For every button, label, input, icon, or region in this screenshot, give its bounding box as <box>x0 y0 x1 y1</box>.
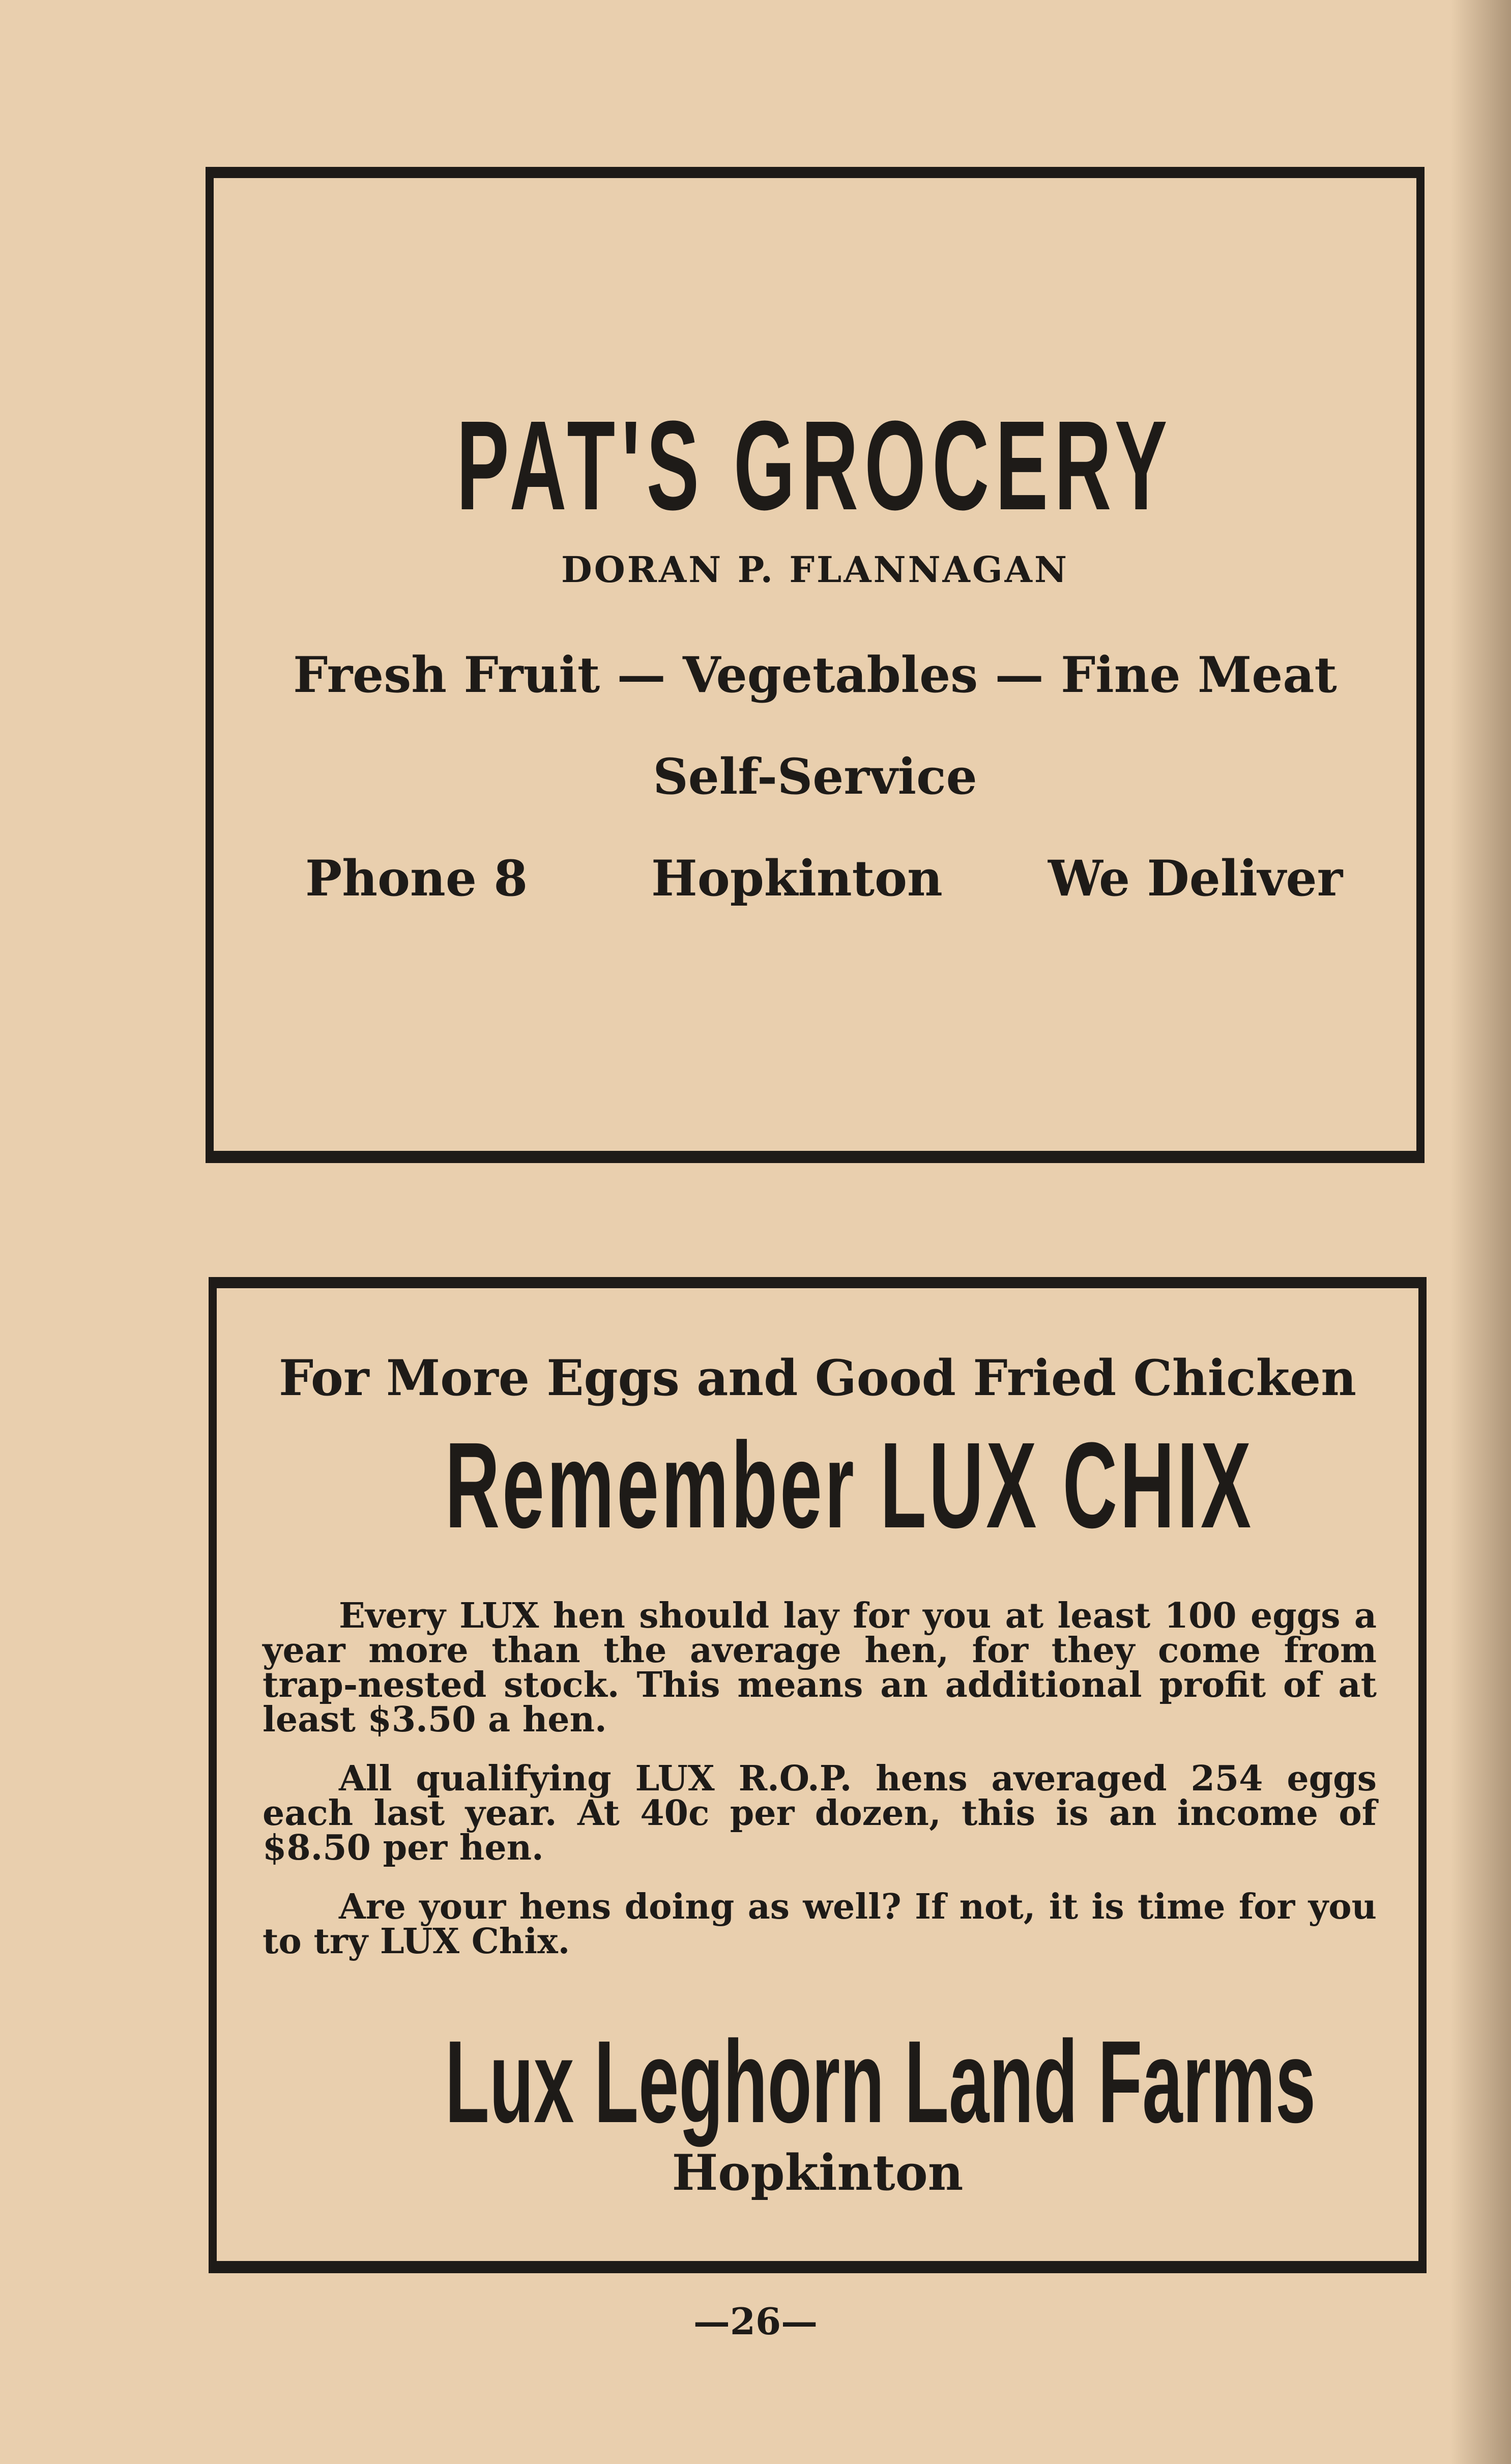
phone-number: Phone 8 <box>305 850 528 907</box>
lux-chix-ad <box>209 1277 1427 2273</box>
farm-town: Hopkinton <box>672 2144 964 2201</box>
page-number: —26— <box>693 2300 818 2343</box>
pats-grocery-ad <box>206 167 1425 1163</box>
farm-name: Lux Leghorn Land Farms <box>445 2016 1316 2147</box>
ad-paragraph: Are your hens doing as well? If not, it is time for you to try LUX Chix. <box>263 1887 1377 1962</box>
ad-paragraph: All qualifying LUX R.O.P. hens averaged 254 eggs each last year. At 40c per dozen, this is an income of $8.50 per hen. <box>263 1758 1377 1868</box>
store-town: Hopkinton <box>651 850 943 907</box>
service-line: Self-Service <box>653 748 977 805</box>
ad-hook-line: For More Eggs and Good Fried Chicken <box>279 1349 1356 1407</box>
delivery-note: We Deliver <box>1048 850 1343 907</box>
ad-paragraph: Every LUX hen should lay for you at least 100 eggs a year more than the average hen, for they come from trap-nested stock. This means an additional profit of at least $3.50 a hen. <box>263 1596 1377 1740</box>
owner-name: DORAN P. FLANNAGAN <box>561 548 1069 591</box>
products-line: Fresh Fruit — Vegetables — Fine Meat <box>293 646 1337 704</box>
page-edge-shadow <box>1450 0 1511 2464</box>
store-name: PAT'S GROCERY <box>456 394 1174 536</box>
ad-headline: Remember LUX CHIX <box>445 1417 1254 1553</box>
